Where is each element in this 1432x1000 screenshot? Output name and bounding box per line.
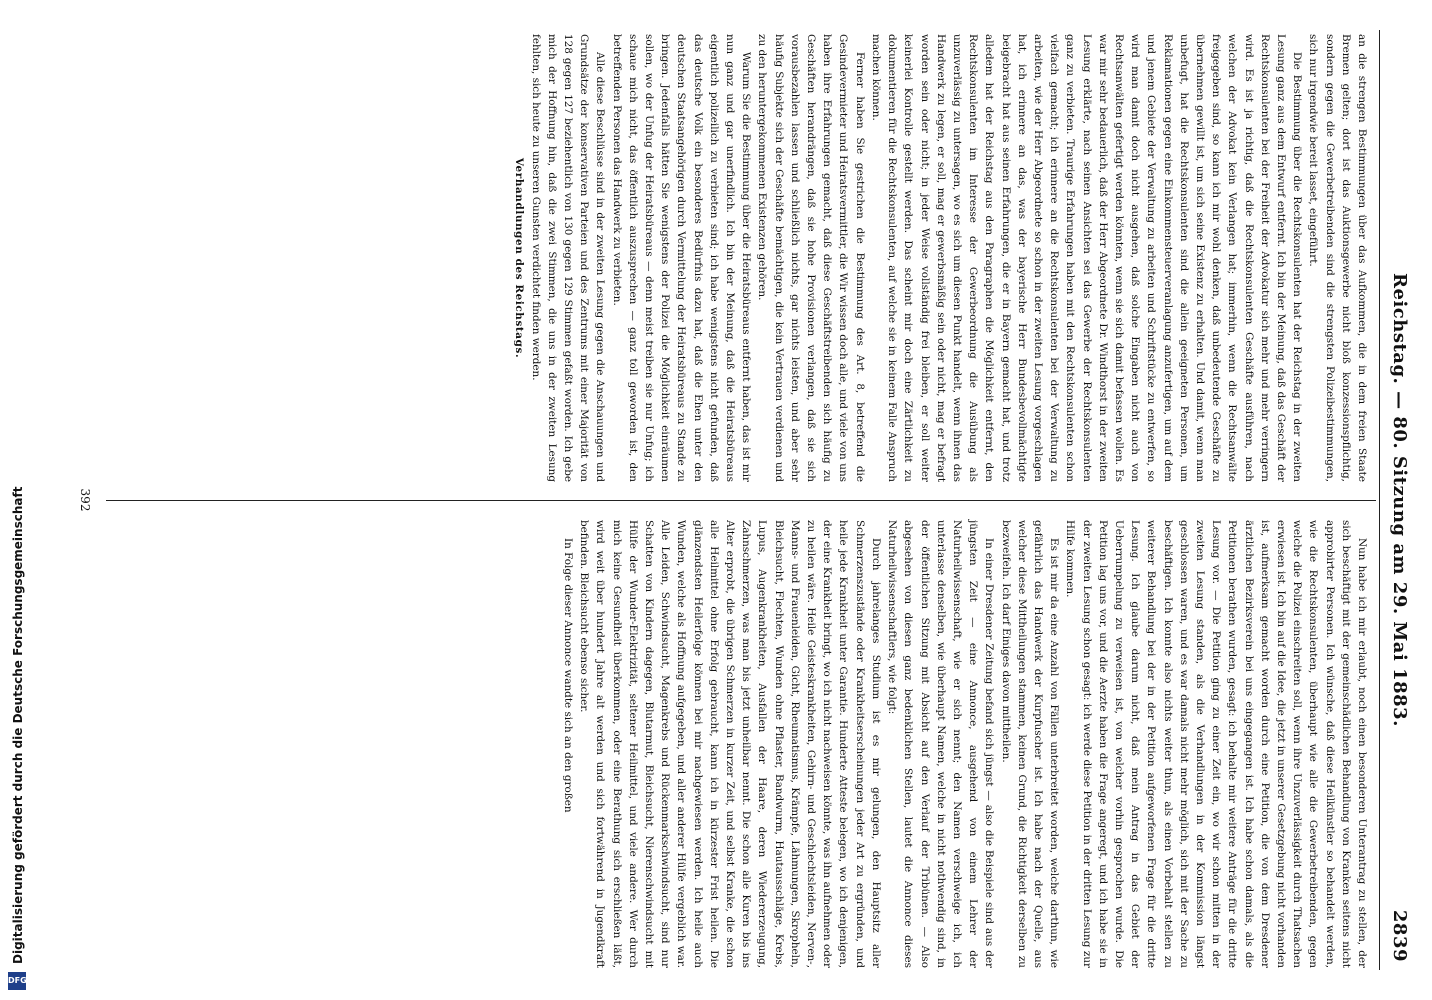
right-paragraph: Durch jahrelanges Studium ist es mir gelungen, den Hauptsitz aller Schmerzenszustände oder Krankheitserscheinungen jeder Art zu ergründen, und heile jede Krankheit unter Garantie. Hunderte Atteste belegen, wo ich denjenigen, der eine Krankheit bringt, wo ich nicht nachweisen könnte, was ihn aufnehmen oder zu heilen wäre. Heile Geisteskrankheiten, Gehirn- und Geschlechtsleiden, Nerven-, Manns- und Frauenleiden, Gicht, Rheumatismus, Krämpfe, Lähmungen, Skropheln, Bleichsucht, Flechten, Wunden ohne Pflaster, Bandwurm, Hautausschläge, Krebs, Lupus, Augenkrankheiten, Ausfallen der Haare, deren Wiedererzeugung, Zahnschmerzen, was man bis jetzt unheilbar nennt. Die schon alle Kuren bis ins Alter erprobt, die übrigen Schmerzen in kurzer Zeit, und selbst Kranke, die schon alle Heilmittel ohne Erfolg gebraucht, kann ich in kürzester Frist heilen. Die glänzendsten Heilerfolge können bei mir nachgewiesen werden. Ich heile auch Wunden, welche als Hoffnung aufgegeben, und aller anderer Hülfe vergeblich war. Alle Leiden, Schwindsucht, Magenkrebs und Rückenmarkschwindsucht, sind nur Schatten von Kindern dagegen, Blutarmut, Bleichsucht, Nierenschwindsucht mit Hülfe der Wunder-Elektrizität, seltener Heilmittel, und viele andere. Wer durch mich keine Gesundheit überkommen, oder eine Berathung sich erschließen läßt, wird weit über hundert Jahre alt werden und sich fortwährend in Jugendkraft befinden. Bleichsucht ebenso sicher. [578,520,882,968]
sheet-number: 392 [78,488,92,512]
digitization-note: Digitalisierung gefördert durch die Deutsche Forschungsgemeinschaft [11,486,25,964]
right-paragraph: In Folge dieser Annonce wandte sich an den großen [562,538,575,813]
dfg-logo-icon: DFG [8,972,26,990]
left-paragraph: an die strengen Bestimmungen über das Aufkommen, die in dem freien Staate Bremen gelten; dort ist das Auktionsgewerbe nicht bloß konzessionspflichtig, sondern gegen die Gewerbetreibenden sind die strengsten Polizeibestimmungen, sich nur irgendwie bereit lasset, eingeführt. [1307,34,1368,482]
header-rule [1379,30,1380,970]
header-title: Reichstag. — 80. Sitzung am 29. Mai 1883. [1389,273,1410,727]
left-paragraph: Warum Sie die Bestimmung über die Heiratsbüreaus entfernt haben, das ist mir nun ganz und gar unerfindlich. Ich bin der Meinung, daß die Heiratsbüreaus eigentlich polizeilich zu verbieten sind; ich habe wenigstens nicht gefunden, daß das deutsche Volk ein besonderes Bedürfnis dazu hat, daß die Ehen unter den deutschen Staatsangehörigen durch Vermittelung der Heiratsbüreaus zu Stande zu bringen. Jedenfalls hätten Sie wenigstens der Polizei die Möglichkeit einräumen sollen, wo der Unfug der Heiratsbüreaus — denn meist treiben sie nur Unfug; ich schaue mich nicht, das öffentlich auszusprechen — ganz toll geworden ist, den betreffenden Personen das Handwerk zu verbieten. [610,34,753,482]
left-paragraph: Ferner haben Sie gestrichen die Bestimmung des Art. 8, betreffend die Gesindevermieter und Heiratsvermittler, die Wir wissen doch alle, und viele von uns haben ihre Erfahrungen gemacht, daß diese Geschäftstreibenden sich häufig zu Geschäften herandrängen, daß sie hohe Provisionen verlangen, daß sie sich vorausbezahlen lassen und schließlich nichts, gar nichts leisten, und aber sehr häufig Subjekte sich der Geschäfte bemächtigen, die kein Vertrauen verdienen und zu den heruntergekommenen Existenzen gehören. [756,34,866,482]
right-paragraph: Nun habe ich mir erlaubt, noch einen besonderen Unterantrag zu stellen, der sich beschäftigt mit der gemeinschädlichen Behandlung von Kranken seitens nicht approbirter Personen. Ich wünsche, daß diese Heilkünstler so behandelt werden, wie die Rechtskonsulenten, überhaupt wie alle die Gewerbetreibenden, gegen welche die Polizei einschreiten soll, wenn ihre Unzuverlässigkeit durch Thatsachen erwiesen ist. Ich bin auf die Idee, die jetzt in unserer Gesetzgebung nicht vorhanden ist, aufmerksam gemacht worden durch eine Petition, die von dem Dresdener ärztlichen Bezirksverein bei uns eingegangen ist. Ich habe schon damals, als die Petitionen berathen wurden, gesagt: ich behalte mir weitere Anträge für die dritte Lesung vor. — Die Petition ging zu einer Zeit ein, wo wir schon mitten in der zweiten Lesung standen, als die Verhandlungen in der Kommission längst geschlossen waren, und es war damals nicht mehr möglich, sich mit der Sache zu beschäftigen. Ich konnte also nichts weiter thun, als einen Vorbehalt stellen zu weiterer Behandlung bei der in der Petition aufgeworfenen Frage für die dritte Lesung. Ich glaube darum nicht, daß mein Antrag in das Gebiet der Ueberrumpelung zu verweisen ist, von welcher vorhin gesprochen wurde. Die Petition lag uns vor, und die Aerzte haben die Frage angeregt, und ich habe sie in der zweiten Lesung schon gesagt: ich werde diese Petition in der dritten Lesung zur Hilfe kommen. [1064,520,1368,968]
publisher-line: Verhandlungen des Reichstags. [513,157,526,359]
running-header [1384,30,1410,970]
left-column [511,34,1370,482]
digitization-credit [6,0,30,992]
right-column [560,520,1370,968]
right-paragraph: In einer Dresdener Zeitung befand sich jüngst — also die Beispiele sind aus der jüngsten Zeit — eine Annonce, ausgehend von einem Lehrer der Naturheilwissenschaft, wie er sich nennt; den Namen verschweige ich, ich unterlasse denselben, wie überhaupt Namen, welche in nicht nothwendig sind, in der öffentlichen Sitzung mit Absicht auf den Verlauf der Tribünen. — Also abgesehen von diesen ganz bedenklichen Stellen, lautet die Annonce dieses Naturheilwissenschaftlers, wie folgt: [886,520,996,968]
right-paragraph: Es ist mir da eine Anzahl von Fällen unterbreitet worden, welche darthun, wie gefährlich das Handwerk der Kurpfuscher ist. Ich habe nach der Quelle, aus welcher diese Mittheilungen stammen, keinen Grund, die Richtigkeit derselben zu bezweifeln. Ich darf Einiges davon mittheilen. [999,520,1061,968]
left-paragraph: Alle diese Beschlüsse sind in der zweiten Lesung gegen die Anschauungen und Grundsätze der konservativen Parteien und des Zentrums mit einer Majorität von 128 gegen 127 beziehentlich von 130 gegen 129 Stimmen gefaßt worden. Ich gebe mich der Hoffnung hin, daß die zwei Stimmen, die uns in der zweiten Lesung fehlten, sich heute zu unseren Gunsten verdichtet finden werden. [529,34,607,482]
left-paragraph: Die Bestimmung über die Rechtskonsulenten hat der Reichstag in der zweiten Lesung ganz aus dem Entwurf entfernt. Ich bin der Meinung, daß das Geschäft der Rechtskonsulenten bei der Freiheit der Advokatur sich mehr und mehr verringern wird. Es ist ja richtig, daß die Rechtskonsulenten Geschäfte ausführen, nach welchen der Advokat kein Verlangen hat; immerhin, wenn die Rechtsanwälte freigegeben sind, so kann ich mir wohl denken, daß unbedeutende Geschäfte zu übernehmen gewillt ist, um sich seine Existenz zu erhalten. Und damit, wenn man unbefugt, hat die Rechtskonsulenten sind die allein geeigneten Personen, um Reklamationen gegen eine Einkommensteuerveranlagung anzufertigen, um auf dem und jenem Gebiete der Verwaltung zu arbeiten und Schriftstücke zu entwerfen, so wird man damit doch nicht ausgehen, daß solche Eingaben nicht auch von Rechtsanwälten gefertigt werden könnten, wenn sie sich damit befassen wollen. Es war mir sehr bedauerlich, daß der Herr Abgeordnete Dr. Windthorst in der zweiten Lesung erklärte, nach seinen Ansichten sei das Gewerbe der Rechtskonsulenten ganz zu verbieten. Traurige Erfahrungen haben mit den Rechtskonsulenten schon vielfach gemacht; ich erinnere an die Rechtskonsulenten bei der Verwaltung zu arbeiten, wie der Herr Abgeordnete so schon in der zweiten Lesung vorgeschlagen hat, ich erinnere an das, was der bayerische Herr Bundesbevollmächtigte beigebracht hat aus seinen Erfahrungen, die er in Bayern gemacht hat, und trotz alledem hat der Reichstag aus den Paragraphen die Möglichkeit entfernt, den Rechtskonsulenten im Interesse der Gewerbeordnung die Ausübung als unzuverlässig zu untersagen, wo es sich um diesen Punkt handelt, wenn ihnen das Handwerk zu legen, er soll, mag er gewerbsmäßig sein oder nicht, mag er befragt worden sein oder nicht; in jeder Weise vollständig frei bleiben, er soll weiter keinerlei Kontrolle gestellt werden. Das scheint mir doch eine Zärtlichkeit zu dokumentieren für die Rechtskonsulenten, auf welche sie in keinem Falle Anspruch machen können. [869,34,1304,482]
column-divider [106,500,1376,501]
page-number: 2839 [1389,909,1410,962]
